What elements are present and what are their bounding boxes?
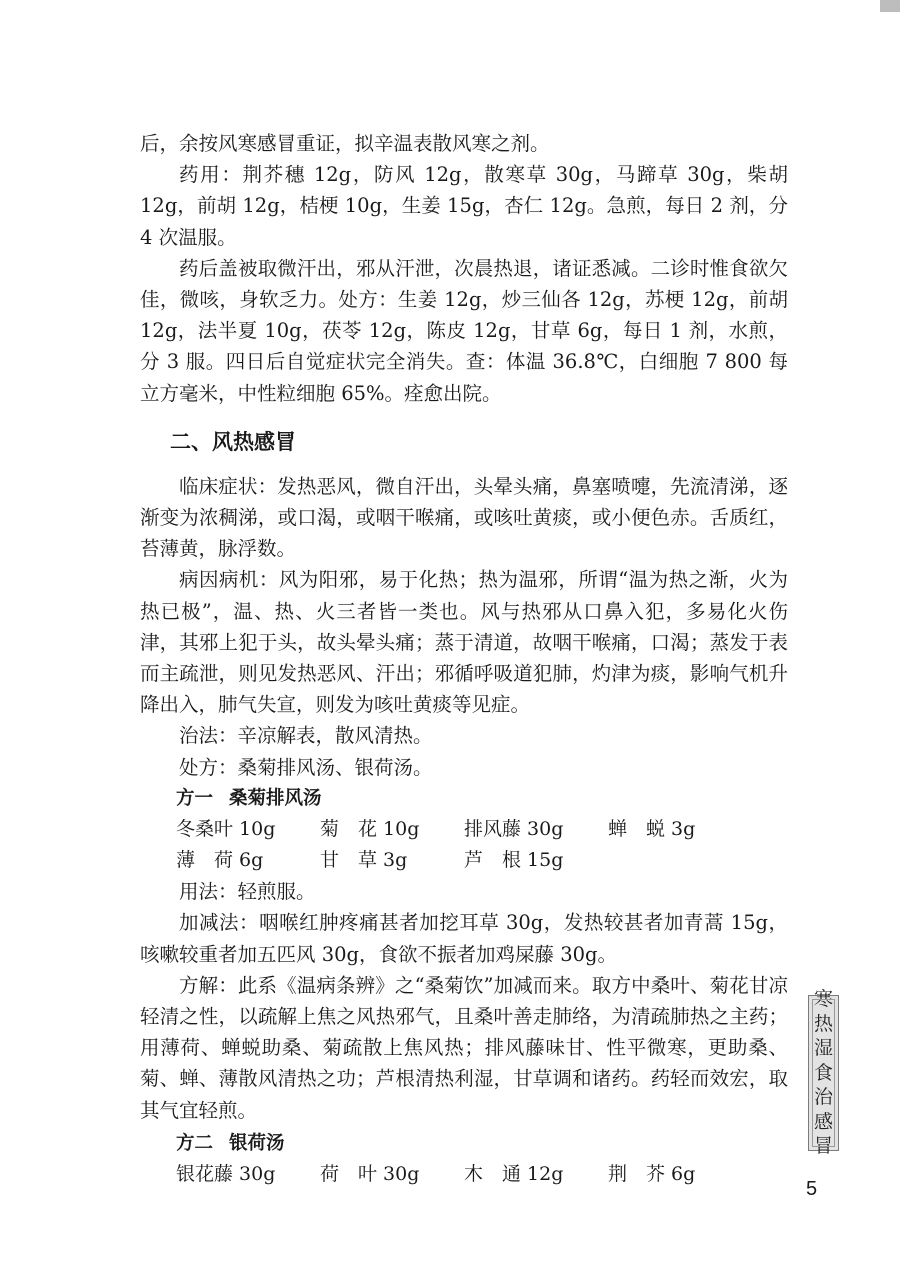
side-tab-char: 治	[813, 1086, 833, 1109]
corner-mark	[880, 0, 900, 12]
herb-row	[176, 814, 788, 845]
paragraph-formula-analysis: 方解：此系《温病条辨》之“桑菊饮”加减而来。取方中桑叶、菊花甘凉轻清之性，以疏解上焦之风热邪气，且桑叶善走肺络，为清疏肺热之主药；用薄荷、蝉蜕助桑、菊疏散上焦风热；排风藤味甘、性平微寒，更助桑、菊、蝉、薄散风清热之功；芦根清热利湿，甘草调和诸药。药轻而效宏，取其气宜轻煎。	[140, 973, 788, 1122]
chapter-side-tab	[808, 988, 839, 1158]
side-tab-char: 寒	[813, 988, 833, 1011]
formula2-title	[176, 1128, 788, 1159]
formula1-name: 桑菊排风汤	[229, 787, 322, 809]
herb-item: 菊 花 10g	[320, 817, 420, 840]
formula1-label: 方一	[176, 787, 214, 809]
paragraph-followup: 药后盖被取微汗出，邪从汗泄，次晨热退，诸证悉减。二诊时惟食欲欠佳，微咳，身软乏力。处方：生姜 12g，炒三仙各 12g，苏梗 12g，前胡 12g，法半夏 10g，茯苓 12g，陈皮 12g，甘草 6g，每日 1 剂，水煎，分 3 服。四日后自觉症状完全消失。查：体温 36.8℃，白细胞 7 800 每立方毫米，中性粒细胞 65%。痊愈出院。	[140, 256, 788, 405]
herb-item: 木 通 12g	[464, 1162, 564, 1185]
paragraph-prescription: 药用：荆芥穗 12g，防风 12g，散寒草 30g，马蹄草 30g，柴胡 12g，前胡 12g，桔梗 10g，生姜 15g，杏仁 12g。急煎，每日 2 剂，分 4 次温服。	[140, 163, 788, 249]
herb-item: 荆 芥 6g	[608, 1162, 696, 1185]
herb-item	[608, 845, 752, 876]
side-tab-char: 冒	[813, 1135, 833, 1158]
paragraph-continuation: 后，余按风寒感冒重证，拟辛温表散风寒之剂。	[140, 132, 550, 155]
paragraph-treatment: 治法：辛凉解表，散风清热。	[179, 724, 433, 748]
herb-item: 银花藤 30g	[176, 1162, 276, 1185]
paragraph-usage: 用法：轻煎服。	[179, 880, 316, 904]
formula1-title	[176, 783, 788, 814]
herb-item: 冬桑叶 10g	[176, 817, 276, 840]
formula2-name: 银荷汤	[229, 1132, 285, 1154]
page-number: 5	[806, 1178, 818, 1200]
paragraph-formula-list: 处方：桑菊排风汤、银荷汤。	[179, 755, 433, 779]
side-tab-char: 食	[813, 1061, 833, 1084]
side-tab-char: 热	[813, 1012, 833, 1035]
paragraph-modifications: 加减法：咽喉红肿疼痛甚者加挖耳草 30g，发热较甚者加青蒿 15g，咳嗽较重者加五匹风 30g，食欲不振者加鸡屎藤 30g。	[140, 911, 788, 966]
herb-row	[176, 1159, 788, 1190]
herb-item: 蝉 蜕 3g	[608, 817, 696, 840]
herb-item: 排风藤 30g	[464, 817, 564, 840]
herb-item: 芦 根 15g	[464, 849, 564, 872]
herb-item: 薄 荷 6g	[176, 849, 264, 872]
herb-item: 甘 草 3g	[320, 849, 408, 872]
page-content	[140, 128, 788, 1190]
paragraph-symptoms: 临床症状：发热恶风，微自汗出，头晕头痛，鼻塞喷嚏，先流清涕，逐渐变为浓稠涕，或口渴，或咽干喉痛，或咳吐黄痰，或小便色赤。舌质红，苔薄黄，脉浮数。	[140, 474, 788, 561]
side-tab-char: 湿	[813, 1037, 833, 1060]
paragraph-pathogenesis: 病因病机：风为阳邪，易于化热；热为温邪，所谓“温为热之渐，火为热已极”，温、热、火三者皆一类也。风与热邪从口鼻入犯，多易化火伤津，其邪上犯于头，故头晕头痛；蒸于清道，故咽干喉痛，口渴；蒸发于表而主疏泄，则见发热恶风、汗出；邪循呼吸道犯肺，灼津为痰，影响气机升降出入，肺气失宣，则发为咳吐黄痰等见症。	[140, 568, 788, 717]
herb-row	[176, 845, 788, 876]
side-tab-char: 感	[813, 1110, 833, 1133]
formula2-label: 方二	[176, 1132, 214, 1154]
herb-item: 荷 叶 30g	[320, 1162, 420, 1185]
section-title: 二、风热感冒	[170, 429, 296, 454]
